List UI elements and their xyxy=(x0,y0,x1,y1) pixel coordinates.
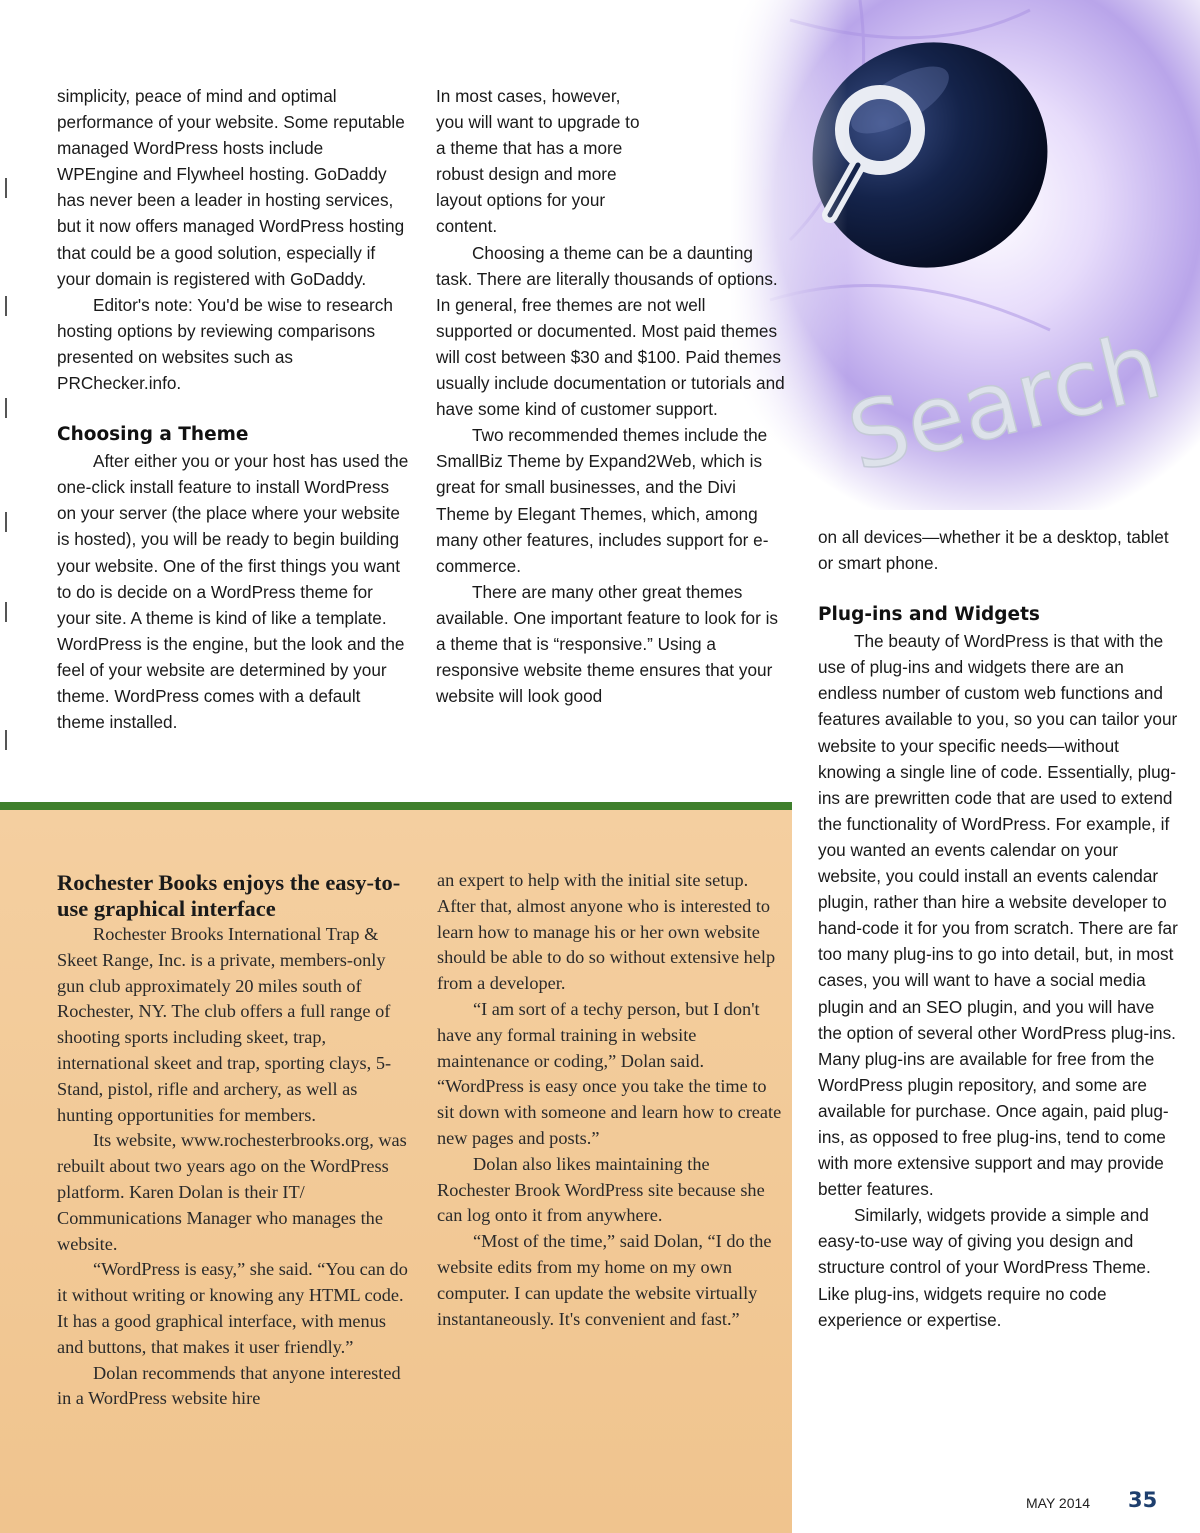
footer-date: MAY 2014 xyxy=(1026,1495,1091,1511)
margin-mark xyxy=(5,730,7,750)
margin-mark xyxy=(5,512,7,532)
sidebar-paragraph: Dolan recommends that anyone interested in a WordPress website hire xyxy=(57,1362,401,1409)
body-paragraph: The beauty of WordPress is that with the use of plug-ins and widgets there are an endless number of custom web functions and features available to you, so you can tailor your website to your specific needs—without knowing a single line of code. Essentially, plug-ins are prewritten code that are used to extend the functionality of WordPress. For example, if you wanted an events calendar on your website, you could install an events calendar plugin, rather than hire a website developer to hand-code it for you from scratch. There are far too many plug-ins to go into detail, but, in most cases, you will want to have a social media plugin and an SEO plugin, and you will have the option of several other WordPress plug-ins. Many plug-ins are available for free from the WordPress plugin repository, and some are available for purchase. Once again, paid plug-ins, as opposed to free plug-ins, tend to come with more extensive support and may provide better features. xyxy=(818,631,1178,1200)
right-column xyxy=(818,524,1178,1333)
sidebar-title: Rochester Books enjoys the easy-to-use graphical interface xyxy=(57,870,401,921)
margin-mark xyxy=(5,178,7,198)
sidebar-paragraph: Its website, www.rochesterbrooks.org, was rebuilt about two years ago on the WordPress platform. Karen Dolan is their IT/ Communications Manager who manages the website. xyxy=(57,1130,407,1254)
sidebar-paragraph: “WordPress is easy,” she said. “You can do it without writing or knowing any HTML code. It has a good graphical interface, with menus and buttons, that makes it user friendly.” xyxy=(57,1259,408,1357)
sidebar-paragraph: “I am sort of a techy person, but I don't have any formal training in website maintenance or coding,” Dolan said. “WordPress is easy once you take the time to sit down with someone and learn how to create new pages and posts.” xyxy=(437,998,782,1148)
body-paragraph: There are many other great themes available. One important feature to look for is a theme that is “responsive.” Using a responsive website theme ensures that your website will look good xyxy=(436,581,779,707)
page-number: 35 xyxy=(1128,1488,1158,1512)
search-key-graphic xyxy=(730,0,1200,510)
sidebar-paragraph: Rochester Brooks International Trap & Skeet Range, Inc. is a private, members-only gun club approximately 20 miles south of Rochester, NY. The club offers a full range of shooting sports including skeet, trap, international skeet and trap, sporting clays, 5-Stand, pistol, rifle and archery, as well as hunting opportunities for members. xyxy=(57,924,392,1125)
sidebar-column-1 xyxy=(57,870,409,1412)
margin-mark xyxy=(5,398,7,418)
section-heading-plugins-widgets: Plug-ins and Widgets xyxy=(818,604,1040,626)
body-paragraph: Two recommended themes include the SmallBiz Theme by Expand2Web, which is great for small businesses, and the Divi Theme by Elegant Themes, which, among many other features, includes support for e-commerce. xyxy=(436,425,769,576)
body-paragraph: Choosing a theme can be a daunting task. There are literally thousands of options. In general, free themes are not well supported or documented. Most paid themes will cost between $30 and $100. Paid themes usually include documentation or tutorials and have some kind of customer support. xyxy=(436,242,785,420)
search-key-illustration xyxy=(730,0,1200,510)
body-paragraph: Similarly, widgets provide a simple and easy-to-use way of giving you design and structure control of your WordPress Theme. Like plug-ins, widgets require no code experience or expertise. xyxy=(818,1205,1151,1330)
sidebar-paragraph: Dolan also likes maintaining the Rochester Brook WordPress site because she can log onto it from anywhere. xyxy=(437,1153,765,1226)
section-heading-choosing-theme: Choosing a Theme xyxy=(57,424,249,446)
middle-column xyxy=(436,83,786,709)
left-column xyxy=(57,83,409,735)
body-paragraph: In most cases, however, you will want to upgrade to a theme that has a more robust design and more layout options for your content. xyxy=(436,86,640,237)
sidebar-paragraph: “Most of the time,” said Dolan, “I do the website edits from my home on my own computer. I can update the website virtually instantaneously. It's convenient and fast.” xyxy=(437,1231,772,1329)
sidebar-column-2 xyxy=(437,868,787,1332)
body-paragraph: Editor's note: You'd be wise to research hosting options by reviewing comparisons presented on websites such as PRChecker.info. xyxy=(57,294,393,394)
margin-mark xyxy=(5,602,7,622)
body-paragraph: simplicity, peace of mind and optimal performance of your website. Some reputable managed WordPress hosts include WPEngine and Flywheel hosting. GoDaddy has never been a leader in hosting services, but it now offers managed WordPress hosting that could be a good solution, especially if your domain is registered with GoDaddy. xyxy=(57,86,405,289)
sidebar-paragraph: an expert to help with the initial site setup. After that, almost anyone who is interested to learn how to manage his or her own website should be able to do so without extensive help from a developer. xyxy=(437,870,776,994)
body-paragraph: After either you or your host has used the one-click install feature to install WordPress on your server (the place where your website is hosted), you will be ready to begin building your website. One of the first things you want to do is decide on a WordPress theme for your site. A theme is kind of like a template. WordPress is the engine, but the look and the feel of your website are determined by your theme. WordPress comes with a default theme installed. xyxy=(57,451,409,733)
body-paragraph: on all devices—whether it be a desktop, tablet or smart phone. xyxy=(818,527,1169,574)
margin-mark xyxy=(5,296,7,316)
